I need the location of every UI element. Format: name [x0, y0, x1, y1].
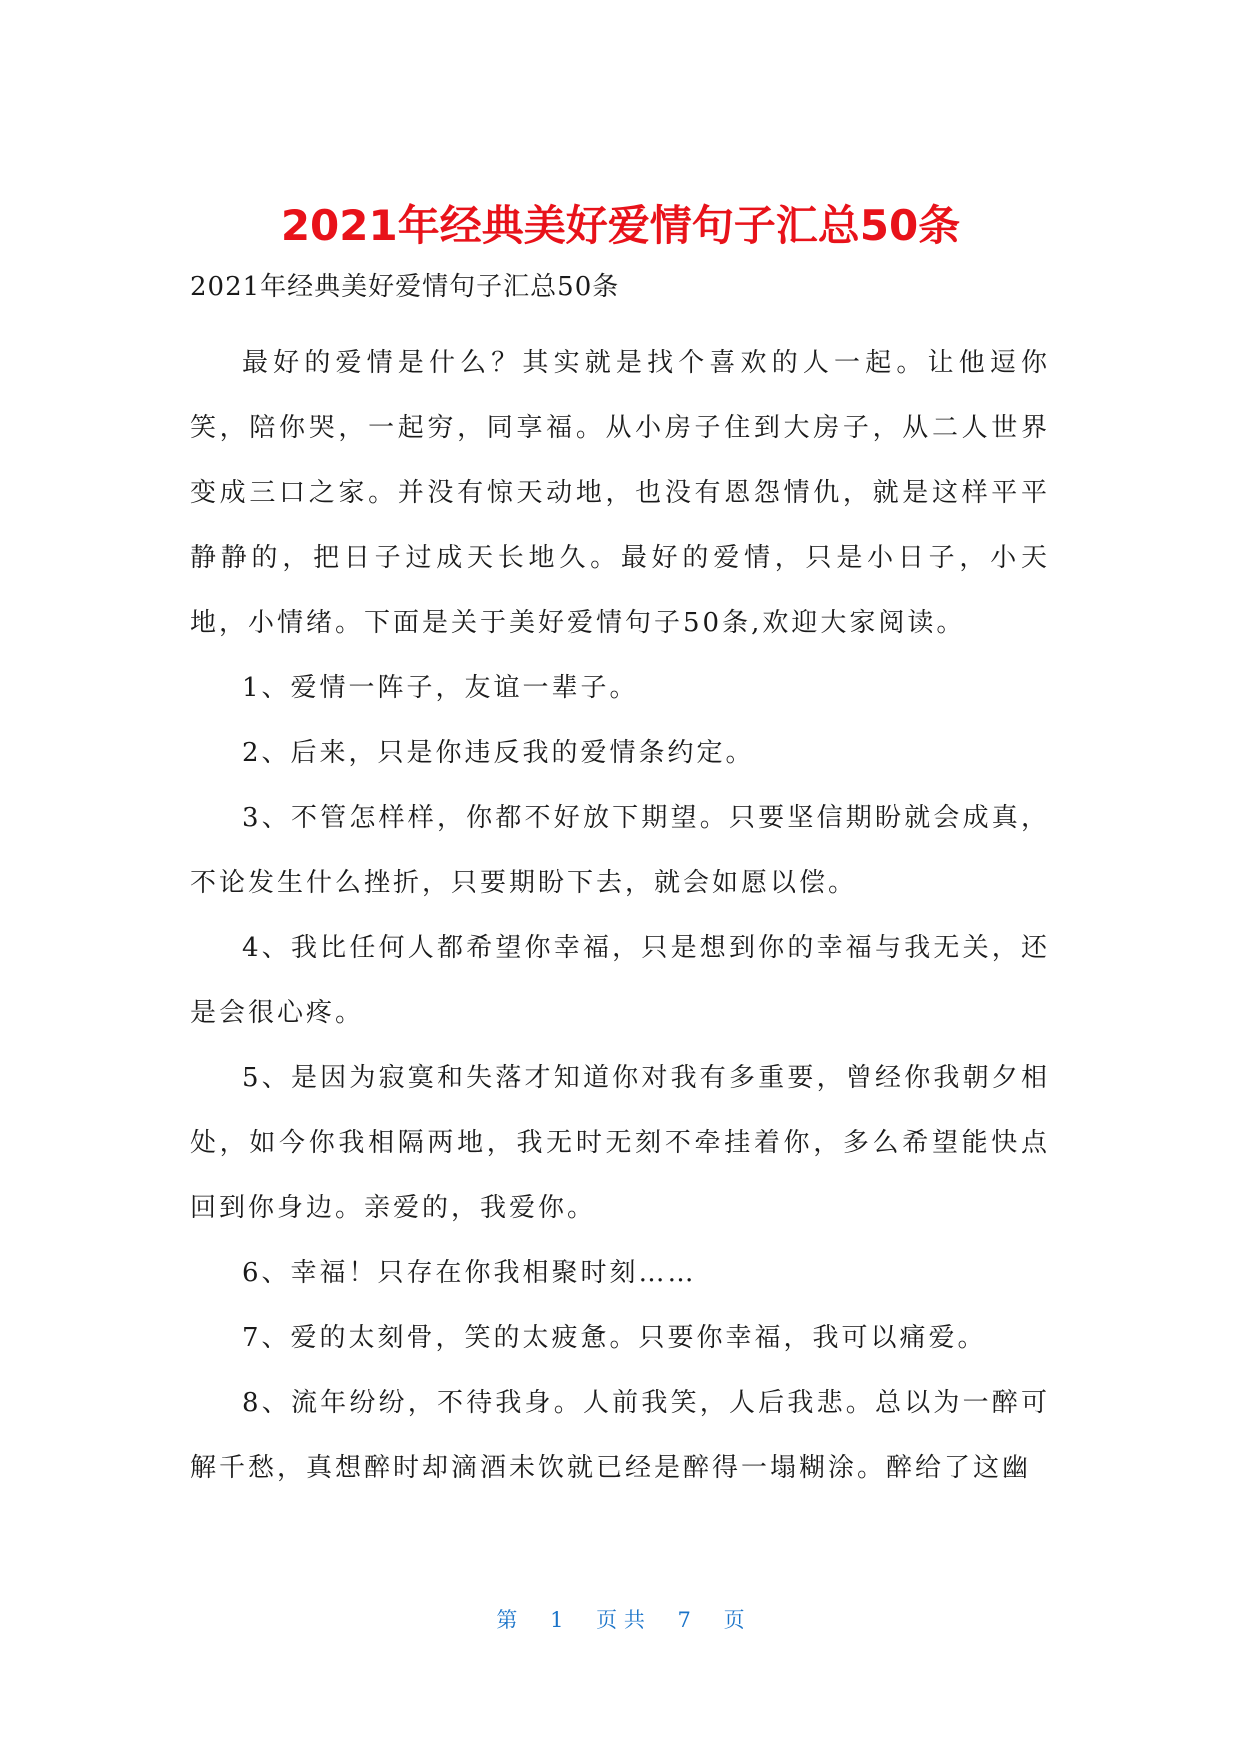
- document-subtitle: 2021年经典美好爱情句子汇总50条: [190, 272, 620, 302]
- footer-current-page: 1: [550, 1608, 564, 1632]
- sentence-item-6: 6、幸福！只存在你我相聚时刻……: [242, 1258, 697, 1288]
- footer-of-label: 页 共: [596, 1608, 645, 1632]
- sentence-item-3: 3、不管怎样样，你都不好放下期望。只要坚信期盼就会成真，不论发生什么挫折，只要期盼下去，就会如愿以偿。: [190, 803, 1050, 898]
- sentence-item-2: 2、后来，只是你违反我的爱情条约定。: [242, 738, 755, 768]
- footer-end-label: 页: [723, 1608, 745, 1632]
- document-title: 2021年经典美好爱情句子汇总50条: [280, 201, 961, 250]
- sentence-item-1: 1、爱情一阵子，友谊一辈子。: [242, 673, 639, 703]
- sentence-item-8: 8、流年纷纷，不待我身。人前我笑，人后我悲。总以为一醉可解千愁，真想醉时却滴酒未饮就已经是醉得一塌糊涂。醉给了这幽: [190, 1388, 1050, 1483]
- intro-paragraph: 最好的爱情是什么？其实就是找个喜欢的人一起。让他逗你笑，陪你哭，一起穷，同享福。从小房子住到大房子，从二人世界变成三口之家。并没有惊天动地，也没有恩怨情仇，就是这样平平静静的，把日子过成天长地久。最好的爱情，只是小日子，小天地，小情绪。下面是关于美好爱情句子50条,欢迎大家阅读。: [190, 348, 1050, 638]
- document-body: [190, 265, 1050, 1501]
- page-footer: [0, 1604, 1241, 1634]
- footer-total-pages: 7: [677, 1608, 691, 1632]
- sentence-item-7: 7、爱的太刻骨，笑的太疲惫。只要你幸福，我可以痛爱。: [242, 1323, 987, 1353]
- sentence-item-5: 5、是因为寂寞和失落才知道你对我有多重要，曾经你我朝夕相处，如今你我相隔两地，我无时无刻不牵挂着你，多么希望能快点回到你身边。亲爱的，我爱你。: [190, 1063, 1050, 1223]
- footer-page-label: 第: [496, 1608, 518, 1632]
- sentence-item-4: 4、我比任何人都希望你幸福，只是想到你的幸福与我无关，还是会很心疼。: [190, 933, 1050, 1028]
